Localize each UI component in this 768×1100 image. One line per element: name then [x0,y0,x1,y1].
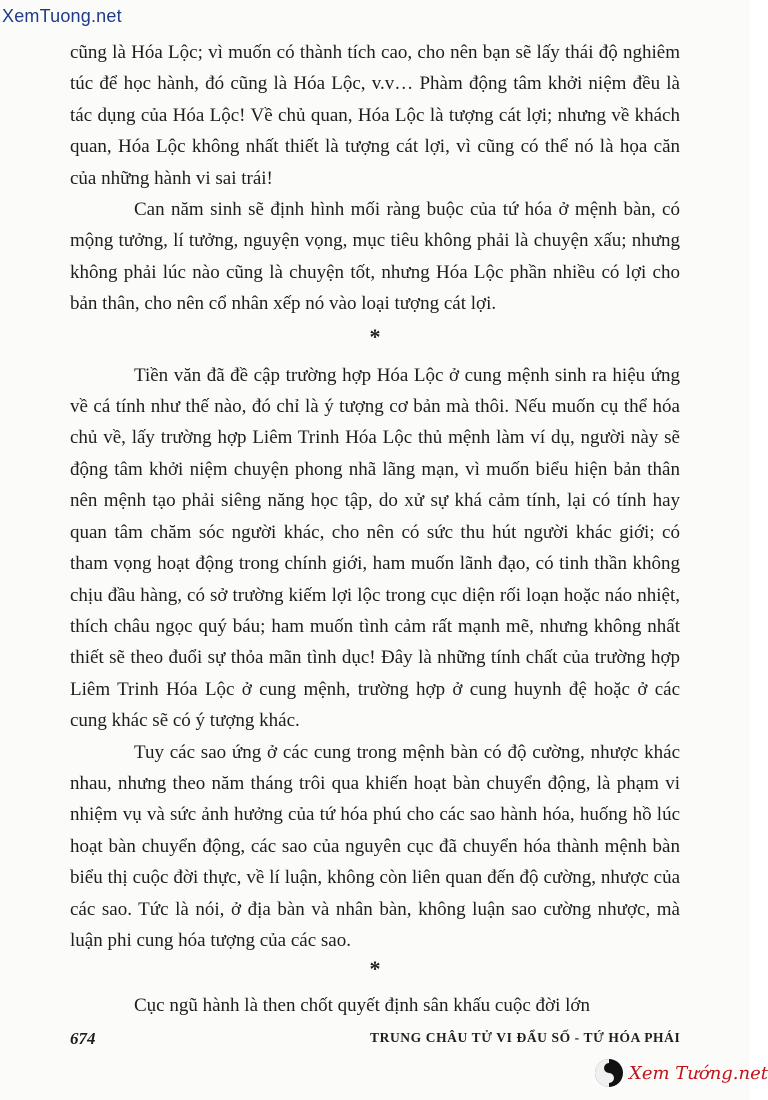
paragraph: Tuy các sao ứng ở các cung trong mệnh bàn có độ cường, nhược khác nhau, nhưng theo năm tháng trôi qua khiến hoạt bàn chuyển động, là phạm vi nhiệm vụ và sức ảnh hưởng của tứ hóa phú cho các sao hành hóa, huống hồ lúc hoạt bàn chuyển động, các sao của nguyên cục đã chuyển hóa thành mệnh bàn biểu thị cuộc đời thực, về lí luận, không còn liên quan đến độ cường, nhược của các sao. Tức là nói, ở địa bàn và nhân bàn, không luận sao cường nhược, mà luận phi cung hóa tượng của các sao. [70,741,680,951]
page-body [70,37,680,1022]
paragraph: Tiền văn đã đề cập trường hợp Hóa Lộc ở cung mệnh sinh ra hiệu ứng về cá tính như thế nào, đó chỉ là ý tượng cơ bản mà thôi. Nếu muốn cụ thể hóa chủ về, lấy trường hợp Liêm Trinh Hóa Lộc thủ mệnh làm ví dụ, người này sẽ động tâm khởi niệm chuyện phong nhã lãng mạn, vì muốn biểu hiện bản thân nên mệnh tạo phải siêng năng học tập, do xử sự khá cảm tính, lại có tính hay quan tâm chăm sóc người khác, cho nên có sức thu hút người khác giới; có tham vọng hoạt động trong chính giới, ham muốn lãnh đạo, có tinh thần không chịu đầu hàng, có sở trường kiếm lợi lộc trong cục diện rối loạn hoặc náo nhiệt, thích châu ngọc quý báu; ham muốn tình cảm rất mạnh mẽ, nhưng không nhất thiết sẽ theo đuổi sự thỏa mãn tình dục! Đây là những tính chất của trường hợp Liêm Trinh Hóa Lộc ở cung mệnh, trường hợp ở cung huynh đệ hoặc ở các cung khác sẽ có ý tượng khác. [70,364,680,732]
logo-text: Xem Tướng.net [629,1062,768,1084]
paragraph: Can năm sinh sẽ định hình mối ràng buộc của tứ hóa ở mệnh bàn, có mộng tưởng, lí tưởng, nguyện vọng, mục tiêu không phải là chuyện xấu; nhưng không phải lúc nào cũng là chuyện tốt, nhưng Hóa Lộc phần nhiều có lợi cho bản thân, cho nên cổ nhân xếp nó vào loại tượng cát lợi. [70,199,680,315]
paragraph: Cục ngũ hành là then chốt quyết định sân khấu cuộc đời lớn [134,995,590,1017]
paragraph-continued: cũng là Hóa Lộc; vì muốn có thành tích cao, cho nên bạn sẽ lấy thái độ nghiêm túc để học hành, đó cũng là Hóa Lộc, v.v… Phàm động tâm khởi niệm đều là tác dụng của Hóa Lộc! Về chủ quan, Hóa Lộc là tượng cát lợi; nhưng về khách quan, Hóa Lộc không nhất thiết là tượng cát lợi, vì cũng có thể nó là họa căn của những hành vi sai trái! [70,42,680,189]
watermark-top: XemTuong.net [2,6,122,26]
section-separator: * [369,323,381,349]
page-number: 674 [70,1029,96,1048]
section-separator: * [369,956,381,982]
yin-yang-icon [595,1059,623,1087]
running-head: TRUNG CHÂU TỬ VI ĐẨU SỐ - TỨ HÓA PHÁI [370,1030,681,1045]
watermark-logo [595,1053,768,1093]
